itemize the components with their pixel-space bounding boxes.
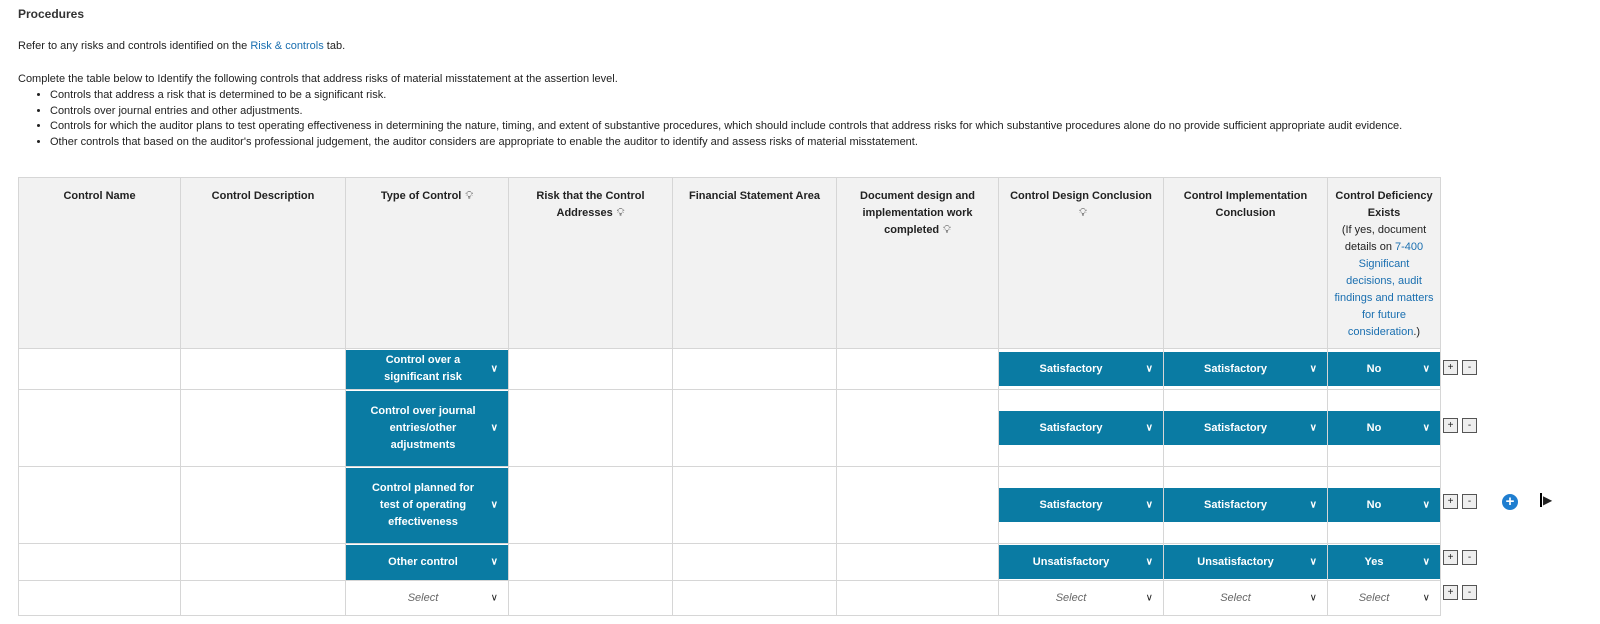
chevron-down-icon: ∨ bbox=[490, 592, 498, 604]
type-of-control-cell bbox=[346, 581, 509, 616]
chevron-down-icon: ∨ bbox=[490, 363, 498, 375]
implementation-conclusion-select[interactable] bbox=[1164, 581, 1327, 615]
type-of-control-select[interactable] bbox=[346, 545, 508, 580]
add-row-button[interactable]: + bbox=[1443, 360, 1458, 375]
remove-row-button[interactable]: - bbox=[1462, 494, 1477, 509]
intro-before: Refer to any risks and controls identified on the bbox=[18, 40, 251, 52]
risk-cell[interactable] bbox=[509, 390, 673, 467]
type-of-control-select[interactable] bbox=[346, 350, 508, 389]
implementation-conclusion-cell bbox=[1164, 467, 1328, 544]
type-of-control-select[interactable] bbox=[346, 582, 508, 614]
add-row-button[interactable]: + bbox=[1443, 550, 1458, 565]
deficiency-exists-cell bbox=[1328, 390, 1441, 467]
deficiency-exists-cell bbox=[1328, 467, 1441, 544]
chevron-down-icon: ∨ bbox=[1145, 556, 1153, 568]
type-of-control-cell bbox=[346, 349, 509, 390]
design-conclusion-cell bbox=[999, 467, 1164, 544]
remove-row-button[interactable]: - bbox=[1462, 418, 1477, 433]
select-value: Unsatisfactory bbox=[1197, 555, 1274, 568]
deficiency-exists-select[interactable] bbox=[1328, 352, 1440, 386]
chevron-down-icon: ∨ bbox=[490, 422, 498, 434]
bullet-item: • Controls that address a risk that is determined to be a significant risk. bbox=[50, 88, 1402, 104]
bullet-item: • Controls for which the auditor plans to test operating effectiveness in determining the nature, timing, and extent of substantive procedures, which should include controls that address risks for which substantive procedures alone do no provide sufficient appropriate audit evidence. bbox=[50, 119, 1402, 135]
header-label: Document design and implementation work completed bbox=[860, 190, 975, 236]
remove-row-button[interactable]: - bbox=[1462, 585, 1477, 600]
select-value: No bbox=[1366, 362, 1382, 375]
header-note-end: .) bbox=[1413, 326, 1421, 338]
fsa-cell[interactable] bbox=[673, 390, 837, 467]
type-of-control-cell bbox=[346, 544, 509, 581]
add-circle-icon[interactable]: + bbox=[1502, 494, 1518, 510]
chevron-down-icon: ∨ bbox=[1145, 499, 1153, 511]
risk-cell[interactable] bbox=[509, 544, 673, 581]
header-note: (If yes, document details on bbox=[1341, 224, 1427, 253]
row-actions bbox=[1443, 585, 1477, 600]
deficiency-exists-select[interactable] bbox=[1328, 411, 1440, 445]
select-value: Satisfactory bbox=[1204, 498, 1267, 511]
chevron-down-icon: ∨ bbox=[1309, 499, 1317, 511]
header-label: Control Deficiency Exists bbox=[1335, 190, 1433, 219]
select-value: Control planned for test of operating effectiveness bbox=[371, 481, 475, 528]
type-of-control-cell bbox=[346, 467, 509, 544]
select-value: Select bbox=[407, 591, 439, 604]
risk-controls-link[interactable]: Risk & controls bbox=[250, 40, 324, 52]
doc-cell[interactable] bbox=[837, 467, 999, 544]
deficiency-exists-cell bbox=[1328, 581, 1441, 616]
row-actions bbox=[1443, 360, 1477, 375]
type-of-control-select[interactable] bbox=[346, 468, 508, 543]
risk-cell[interactable] bbox=[509, 349, 673, 390]
remove-row-button[interactable]: - bbox=[1462, 360, 1477, 375]
select-value: Other control bbox=[388, 555, 458, 568]
intro-after: tab. bbox=[323, 40, 346, 52]
select-value: No bbox=[1366, 421, 1382, 434]
fsa-cell[interactable] bbox=[673, 467, 837, 544]
design-conclusion-cell bbox=[999, 581, 1164, 616]
select-value: Control over journal entries/other adjustments bbox=[370, 404, 476, 451]
controls-table bbox=[18, 177, 1441, 616]
fsa-cell[interactable] bbox=[673, 349, 837, 390]
header-row bbox=[19, 178, 1441, 349]
table-row bbox=[19, 390, 1441, 467]
bullet-item: • Other controls that based on the auditor's professional judgement, the auditor considers are appropriate to enable the auditor to identify and assess risks of material misstatement. bbox=[50, 135, 1402, 151]
control-description-cell[interactable] bbox=[181, 581, 346, 616]
section-title: Procedures bbox=[18, 7, 85, 21]
control-name-cell[interactable] bbox=[19, 390, 181, 467]
implementation-conclusion-cell bbox=[1164, 390, 1328, 467]
design-conclusion-select[interactable] bbox=[999, 352, 1163, 386]
design-conclusion-select[interactable] bbox=[999, 411, 1163, 445]
deficiency-exists-cell bbox=[1328, 349, 1441, 390]
deficiency-exists-cell bbox=[1328, 544, 1441, 581]
control-description-cell[interactable] bbox=[181, 349, 346, 390]
chevron-down-icon: ∨ bbox=[1309, 422, 1317, 434]
control-description-cell[interactable] bbox=[181, 390, 346, 467]
header-deficiency bbox=[1328, 178, 1441, 349]
doc-cell[interactable] bbox=[837, 544, 999, 581]
chevron-down-icon: ∨ bbox=[490, 556, 498, 568]
header-control-description: Control Description bbox=[181, 178, 346, 349]
header-label: Risk that the Control Addresses bbox=[536, 190, 645, 219]
flag-icon[interactable]: ▶ bbox=[1540, 493, 1552, 507]
design-conclusion-select[interactable] bbox=[999, 545, 1163, 579]
chevron-down-icon: ∨ bbox=[1309, 592, 1317, 604]
chevron-down-icon: ∨ bbox=[1422, 556, 1430, 568]
add-row-button[interactable]: + bbox=[1443, 585, 1458, 600]
lightbulb-icon[interactable]: 💡︎ bbox=[943, 224, 951, 236]
bullet-list bbox=[18, 88, 1402, 150]
select-value: Select bbox=[1220, 591, 1251, 604]
header-label: Type of Control bbox=[380, 190, 462, 202]
header-design bbox=[999, 178, 1164, 349]
header-label: Control Design Conclusion bbox=[1010, 190, 1152, 202]
chevron-down-icon: ∨ bbox=[490, 499, 498, 511]
chevron-down-icon: ∨ bbox=[1422, 422, 1430, 434]
chevron-down-icon: ∨ bbox=[1309, 556, 1317, 568]
select-value: Satisfactory bbox=[1204, 362, 1267, 375]
risk-cell[interactable] bbox=[509, 467, 673, 544]
control-name-cell[interactable] bbox=[19, 544, 181, 581]
select-value: Select bbox=[1358, 591, 1390, 604]
design-conclusion-cell bbox=[999, 390, 1164, 467]
select-value: Satisfactory bbox=[1204, 421, 1267, 434]
table-row bbox=[19, 349, 1441, 390]
header-doc bbox=[837, 178, 999, 349]
design-conclusion-select[interactable] bbox=[999, 581, 1163, 615]
doc-cell[interactable] bbox=[837, 390, 999, 467]
add-row-button[interactable]: + bbox=[1443, 418, 1458, 433]
chevron-down-icon: ∨ bbox=[1422, 499, 1430, 511]
lightbulb-icon[interactable]: 💡︎ bbox=[1079, 207, 1087, 219]
significant-decisions-link[interactable]: 7-400 Significant decisions, audit findings and matters for future consideration bbox=[1334, 241, 1434, 338]
fsa-cell[interactable] bbox=[673, 544, 837, 581]
table-row bbox=[19, 467, 1441, 544]
control-description-cell[interactable] bbox=[181, 467, 346, 544]
table-row bbox=[19, 581, 1441, 616]
control-name-cell[interactable] bbox=[19, 467, 181, 544]
instruction-text: Complete the table below to Identify the following controls that address risks of material misstatement at the assertion level. bbox=[18, 73, 618, 85]
header-type bbox=[346, 178, 509, 349]
header-impl: Control Implementation Conclusion bbox=[1164, 178, 1328, 349]
header-fsa: Financial Statement Area bbox=[673, 178, 837, 349]
chevron-down-icon: ∨ bbox=[1309, 363, 1317, 375]
lightbulb-icon[interactable]: 💡︎ bbox=[616, 207, 625, 219]
design-conclusion-cell bbox=[999, 544, 1164, 581]
chevron-down-icon: ∨ bbox=[1422, 592, 1430, 604]
control-description-cell[interactable] bbox=[181, 544, 346, 581]
risk-cell[interactable] bbox=[509, 581, 673, 616]
doc-cell[interactable] bbox=[837, 349, 999, 390]
implementation-conclusion-select[interactable] bbox=[1164, 411, 1327, 445]
table-row bbox=[19, 544, 1441, 581]
implementation-conclusion-select[interactable] bbox=[1164, 488, 1327, 522]
select-value: Control over a significant risk bbox=[384, 354, 462, 383]
remove-row-button[interactable]: - bbox=[1462, 550, 1477, 565]
implementation-conclusion-select[interactable] bbox=[1164, 545, 1327, 579]
implementation-conclusion-cell bbox=[1164, 349, 1328, 390]
deficiency-exists-select[interactable] bbox=[1328, 488, 1440, 522]
add-row-button[interactable]: + bbox=[1443, 494, 1458, 509]
implementation-conclusion-cell bbox=[1164, 581, 1328, 616]
deficiency-exists-select[interactable] bbox=[1328, 581, 1440, 615]
row-actions bbox=[1443, 494, 1477, 509]
row-actions bbox=[1443, 550, 1477, 565]
deficiency-exists-select[interactable] bbox=[1328, 545, 1440, 579]
design-conclusion-cell bbox=[999, 349, 1164, 390]
intro-text bbox=[18, 40, 345, 52]
doc-cell[interactable] bbox=[837, 581, 999, 616]
chevron-down-icon: ∨ bbox=[1145, 363, 1153, 375]
type-of-control-select[interactable] bbox=[346, 391, 508, 466]
chevron-down-icon: ∨ bbox=[1422, 363, 1430, 375]
row-actions bbox=[1443, 418, 1477, 433]
lightbulb-icon[interactable]: 💡︎ bbox=[465, 190, 474, 202]
design-conclusion-select[interactable] bbox=[999, 488, 1163, 522]
implementation-conclusion-select[interactable] bbox=[1164, 352, 1327, 386]
select-value: Select bbox=[1055, 591, 1087, 604]
select-value: Satisfactory bbox=[1039, 421, 1103, 434]
implementation-conclusion-cell bbox=[1164, 544, 1328, 581]
header-risk bbox=[509, 178, 673, 349]
chevron-down-icon: ∨ bbox=[1145, 422, 1153, 434]
control-name-cell[interactable] bbox=[19, 349, 181, 390]
control-name-cell[interactable] bbox=[19, 581, 181, 616]
select-value: Satisfactory bbox=[1039, 362, 1103, 375]
bullet-item: • Controls over journal entries and other adjustments. bbox=[50, 104, 1402, 120]
type-of-control-cell bbox=[346, 390, 509, 467]
select-value: Unsatisfactory bbox=[1032, 555, 1110, 568]
chevron-down-icon: ∨ bbox=[1145, 592, 1153, 604]
header-control-name: Control Name bbox=[19, 178, 181, 349]
select-value: No bbox=[1366, 498, 1382, 511]
select-value: Yes bbox=[1364, 555, 1384, 568]
select-value: Satisfactory bbox=[1039, 498, 1103, 511]
fsa-cell[interactable] bbox=[673, 581, 837, 616]
